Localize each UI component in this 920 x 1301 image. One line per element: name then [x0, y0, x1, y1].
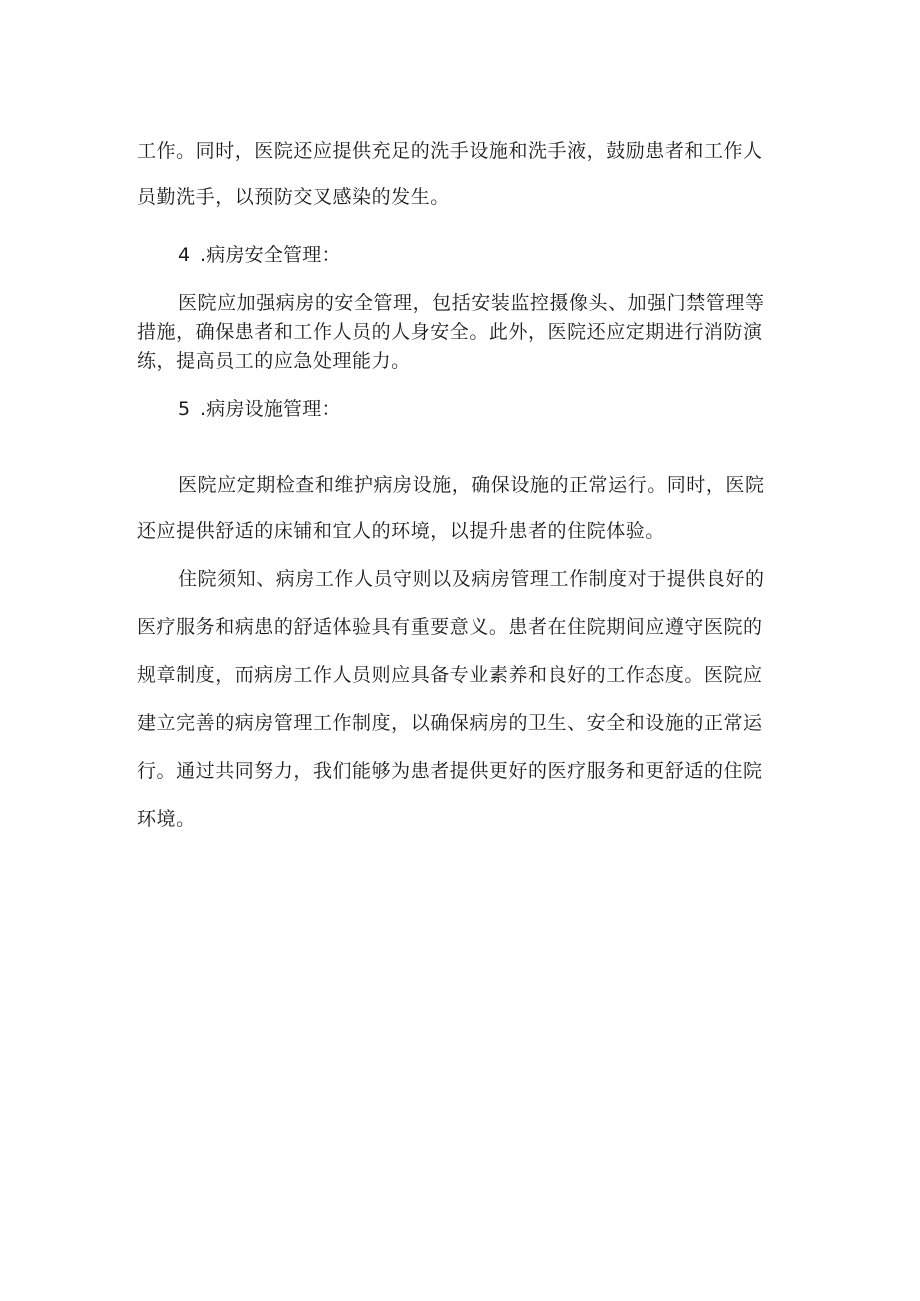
text-line: 规章制度，而病房工作人员则应具备专业素养和良好的工作态度。医院应 — [137, 664, 763, 686]
section-heading-4 — [178, 242, 828, 268]
section-number: 5 — [178, 398, 191, 420]
text-line: 环境。 — [137, 808, 196, 830]
text-line: 还应提供舒适的床铺和宜人的环境，以提升患者的住院体验。 — [137, 520, 665, 542]
section-title: .病房安全管理： — [200, 244, 341, 266]
text-line: 练，提高员工的应急处理能力。 — [137, 350, 411, 372]
section-heading-5 — [178, 396, 828, 422]
text-line: 行。通过共同努力，我们能够为患者提供更好的医疗服务和更舒适的住院 — [137, 760, 763, 782]
section-number: 4 — [178, 244, 191, 266]
text-line: 建立完善的病房管理工作制度，以确保病房的卫生、安全和设施的正常运 — [137, 712, 763, 734]
text-line: 医院应定期检查和维护病房设施，确保设施的正常运行。同时，医院 — [178, 474, 765, 496]
text-line: 医疗服务和病患的舒适体验具有重要意义。患者在住院期间应遵守医院的 — [137, 616, 763, 638]
text-line: 工作。同时，医院还应提供充足的洗手设施和洗手液，鼓励患者和工作人 — [137, 140, 763, 162]
text-line: 医院应加强病房的安全管理，包括安装监控摄像头、加强门禁管理等 — [178, 292, 765, 314]
text-line: 员勤洗手，以预防交叉感染的发生。 — [137, 186, 450, 208]
text-line: 措施，确保患者和工作人员的人身安全。此外，医院还应定期进行消防演 — [137, 321, 763, 343]
section-title: .病房设施管理： — [200, 398, 341, 420]
text-line: 住院须知、病房工作人员守则以及病房管理工作制度对于提供良好的 — [178, 568, 765, 590]
